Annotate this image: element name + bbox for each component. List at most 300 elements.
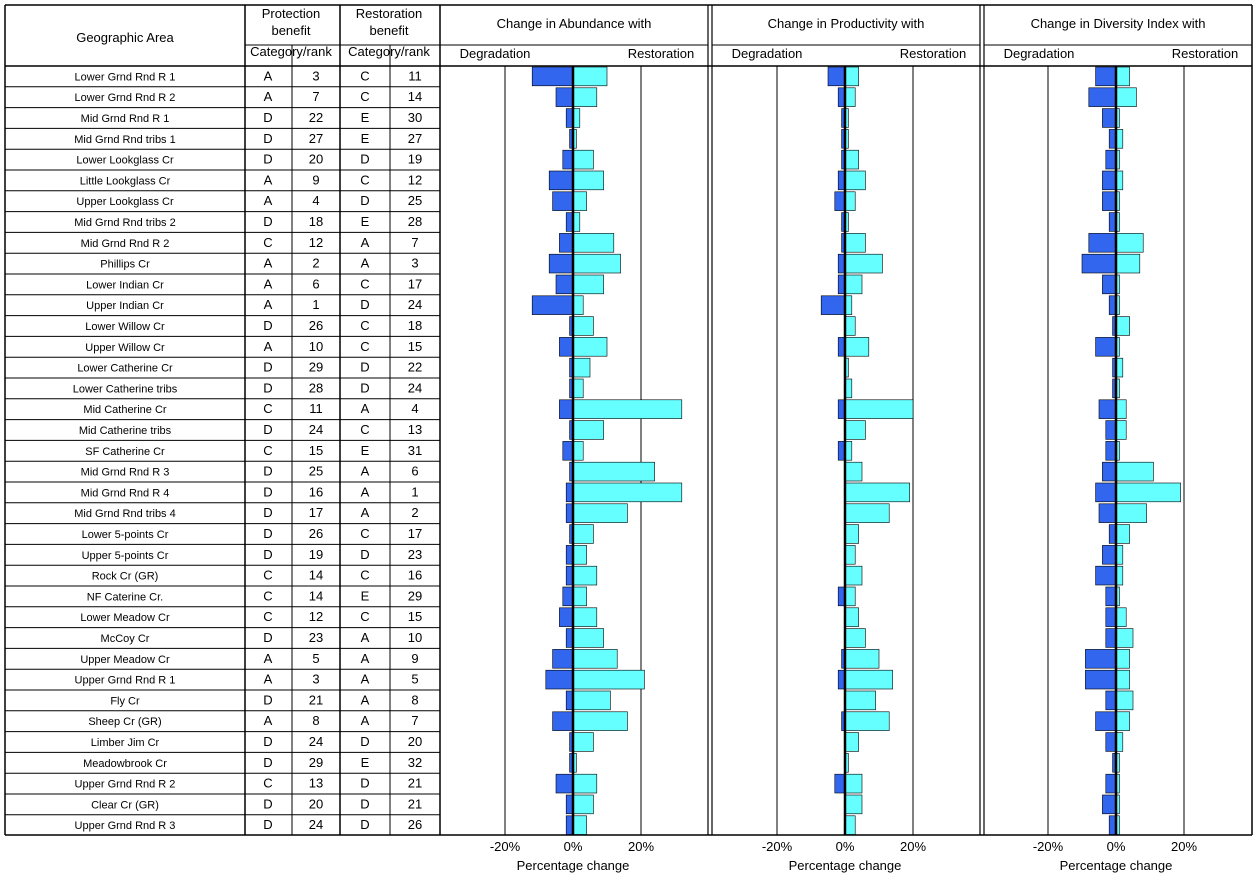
restoration-bar	[573, 400, 682, 419]
degradation-bar	[1106, 441, 1116, 460]
restoration-bar	[573, 171, 604, 190]
restoration-bar	[1116, 233, 1143, 252]
restoration-bar	[1116, 421, 1126, 440]
cell-restoration-category: A	[360, 671, 370, 687]
cell-protection-category: C	[263, 234, 273, 250]
cell-restoration-category: A	[360, 401, 370, 417]
header-protection-line1: Protection	[261, 6, 321, 21]
degradation-bar	[1096, 712, 1116, 731]
degradation-bar	[821, 296, 845, 315]
cell-area: Clear Cr (GR)	[91, 799, 159, 812]
restoration-bar	[573, 192, 587, 211]
restoration-bar	[845, 795, 862, 814]
restoration-bar	[573, 649, 617, 668]
cell-restoration-rank: 24	[407, 297, 423, 313]
restoration-bar	[573, 358, 590, 377]
cell-protection-category: D	[263, 318, 273, 333]
cell-protection-category: A	[263, 89, 273, 105]
cell-area: Little Lookglass Cr	[79, 175, 171, 188]
cell-area: Upper Indian Cr	[86, 300, 164, 313]
cell-restoration-category: A	[360, 505, 370, 521]
cell-restoration-category: A	[360, 692, 370, 708]
cell-restoration-rank: 1	[411, 484, 419, 500]
cell-protection-rank: 18	[308, 214, 324, 229]
restoration-bar	[1116, 317, 1130, 336]
cell-area: Upper Grnd Rnd R 1	[74, 674, 176, 687]
restoration-label: Restoration	[627, 46, 695, 61]
restoration-bar	[573, 421, 604, 440]
header-protection-line2: benefit	[271, 23, 311, 38]
cell-restoration-rank: 26	[407, 817, 423, 833]
restoration-bar	[573, 670, 644, 689]
x-axis-label: Percentage change	[788, 858, 902, 873]
cell-protection-category: C	[263, 401, 273, 417]
cell-protection-category: A	[263, 193, 273, 209]
cell-protection-category: D	[263, 151, 273, 167]
cell-area: Mid Grnd Rnd R 2	[80, 237, 170, 250]
cell-protection-category: A	[263, 338, 273, 354]
restoration-bar	[573, 88, 597, 107]
cell-restoration-rank: 22	[407, 359, 423, 375]
tick-label: 20%	[899, 839, 927, 854]
cell-restoration-rank: 30	[407, 110, 423, 125]
cell-area: Lower Willow Cr	[85, 321, 165, 333]
cell-restoration-category: E	[360, 754, 370, 770]
cell-restoration-rank: 9	[411, 650, 419, 666]
degradation-bar	[1096, 67, 1116, 86]
degradation-bar	[1082, 254, 1116, 273]
header-restoration-line1: Restoration	[355, 6, 423, 21]
degradation-bar	[1096, 566, 1116, 585]
restoration-bar	[1116, 504, 1147, 523]
degradation-bar	[1102, 462, 1116, 481]
cell-area: Lower Catherine Cr	[77, 362, 173, 375]
degradation-bar	[563, 587, 573, 606]
degradation-bar	[549, 254, 573, 273]
cell-restoration-rank: 15	[407, 338, 423, 354]
cell-restoration-rank: 7	[411, 234, 419, 250]
restoration-bar	[1116, 712, 1130, 731]
degradation-bar	[532, 67, 573, 86]
restoration-bar	[573, 233, 614, 252]
cell-protection-category: D	[263, 526, 273, 541]
cell-restoration-rank: 24	[407, 380, 423, 396]
cell-protection-rank: 20	[308, 151, 324, 167]
cell-protection-rank: 23	[308, 630, 324, 645]
cell-area: Sheep Cr (GR)	[88, 716, 162, 729]
cell-area: Upper Willow Cr	[85, 341, 165, 354]
cell-protection-category: C	[263, 609, 273, 625]
cell-protection-category: D	[263, 130, 273, 146]
cell-restoration-rank: 17	[407, 276, 423, 292]
restoration-bar	[573, 275, 604, 294]
cell-protection-rank: 24	[308, 422, 324, 437]
restoration-bar	[573, 462, 655, 481]
chart-title: Change in Productivity with	[767, 16, 925, 31]
cell-protection-category: C	[263, 775, 273, 791]
cell-restoration-category: E	[360, 588, 370, 604]
restoration-bar	[573, 150, 593, 169]
restoration-bar	[845, 691, 876, 710]
cell-restoration-category: D	[360, 546, 370, 562]
cell-restoration-category: C	[360, 338, 370, 354]
cell-protection-rank: 13	[308, 775, 324, 791]
cell-restoration-rank: 31	[407, 442, 423, 458]
restoration-bar	[573, 566, 597, 585]
cell-protection-category: D	[263, 359, 273, 375]
header-geographic-area: Geographic Area	[76, 30, 174, 45]
cell-restoration-rank: 7	[411, 713, 419, 729]
cell-protection-rank: 20	[308, 796, 324, 812]
cell-area: Mid Grnd Rnd tribs 1	[74, 133, 176, 146]
degradation-label: Degradation	[731, 46, 803, 61]
cell-protection-rank: 17	[308, 505, 324, 521]
cell-restoration-rank: 2	[411, 505, 419, 521]
degradation-bar	[1106, 608, 1116, 627]
cell-restoration-category: E	[360, 130, 370, 146]
degradation-bar	[559, 233, 573, 252]
cell-protection-category: D	[263, 380, 273, 396]
restoration-bar	[573, 795, 593, 814]
cell-protection-category: D	[263, 505, 273, 521]
x-axis-label: Percentage change	[516, 858, 630, 873]
degradation-bar	[553, 712, 573, 731]
cell-protection-category: D	[263, 692, 273, 708]
degradation-bar	[532, 296, 573, 315]
restoration-bar	[845, 88, 855, 107]
degradation-bar	[1106, 733, 1116, 752]
restoration-bar	[573, 379, 583, 398]
cell-protection-category: D	[263, 546, 273, 562]
restoration-bar	[573, 733, 593, 752]
cell-protection-category: A	[263, 671, 273, 687]
cell-restoration-category: C	[360, 567, 370, 583]
cell-restoration-category: C	[360, 172, 370, 188]
cell-restoration-category: A	[360, 255, 370, 271]
cell-protection-rank: 7	[312, 89, 320, 105]
restoration-label: Restoration	[1171, 46, 1239, 61]
cell-restoration-category: D	[360, 193, 370, 209]
cell-protection-rank: 3	[312, 671, 320, 687]
cell-area: Mid Grnd Rnd R 1	[80, 113, 170, 125]
cell-protection-category: A	[263, 276, 273, 292]
cell-restoration-category: E	[360, 442, 370, 458]
cell-restoration-category: A	[360, 463, 370, 479]
cell-area: NF Caterine Cr.	[86, 591, 164, 604]
cell-area: Upper Grnd Rnd R 2	[74, 778, 176, 791]
restoration-bar	[845, 233, 865, 252]
degradation-bar	[1096, 483, 1116, 502]
cell-area: Phillips Cr	[100, 258, 150, 271]
cell-restoration-category: D	[360, 380, 370, 396]
cell-protection-rank: 25	[308, 463, 324, 479]
cell-restoration-rank: 32	[407, 754, 423, 770]
restoration-bar	[845, 629, 865, 648]
tick-label: -20%	[761, 839, 793, 854]
cell-restoration-category: C	[360, 68, 370, 84]
cell-restoration-category: D	[360, 796, 370, 812]
cell-restoration-rank: 25	[407, 193, 423, 209]
degradation-label: Degradation	[459, 46, 531, 61]
cell-protection-rank: 27	[308, 130, 324, 146]
restoration-bar	[573, 608, 597, 627]
cell-protection-rank: 24	[308, 817, 324, 833]
restoration-bar	[573, 816, 587, 835]
cell-protection-rank: 8	[312, 713, 320, 729]
cell-area: Upper Meadow Cr	[80, 653, 170, 666]
degradation-bar	[1106, 587, 1116, 606]
cell-area: Lower Meadow Cr	[80, 612, 170, 625]
cell-restoration-category: D	[360, 775, 370, 791]
degradation-bar	[556, 88, 573, 107]
cell-area: Lower 5-points Cr	[81, 529, 169, 541]
degradation-bar	[1106, 774, 1116, 793]
cell-restoration-category: A	[360, 713, 370, 729]
cell-restoration-rank: 10	[407, 630, 423, 645]
cell-restoration-rank: 4	[411, 401, 419, 417]
cell-restoration-category: C	[360, 318, 370, 333]
restoration-bar	[573, 774, 597, 793]
cell-area: Limber Jim Cr	[90, 737, 160, 749]
degradation-bar	[556, 774, 573, 793]
cell-restoration-rank: 28	[407, 214, 423, 229]
degradation-bar	[1089, 88, 1116, 107]
degradation-bar	[553, 649, 573, 668]
degradation-bar	[1096, 337, 1116, 356]
degradation-bar	[1102, 109, 1116, 128]
cell-area: Meadowbrook Cr	[83, 757, 167, 770]
cell-protection-category: D	[263, 754, 273, 770]
restoration-bar	[845, 171, 865, 190]
cell-protection-rank: 19	[308, 546, 324, 562]
restoration-bar	[845, 525, 859, 544]
cell-protection-rank: 28	[308, 380, 324, 396]
cell-area: Fly Cr	[110, 695, 140, 708]
cell-area: Mid Grnd Rnd R 3	[80, 466, 170, 479]
restoration-bar	[845, 421, 865, 440]
tick-label: -20%	[489, 839, 521, 854]
cell-restoration-category: E	[360, 214, 370, 229]
restoration-bar	[845, 400, 913, 419]
cell-area: Mid Grnd Rnd tribs 2	[74, 217, 176, 229]
cell-protection-rank: 12	[308, 234, 324, 250]
chart-title: Change in Abundance with	[496, 16, 652, 31]
restoration-bar	[845, 712, 889, 731]
cell-protection-category: A	[263, 255, 273, 271]
header-category-rank-restoration: Category/rank	[348, 44, 430, 59]
restoration-label: Restoration	[899, 46, 967, 61]
restoration-bar	[845, 192, 855, 211]
cell-restoration-category: D	[360, 817, 370, 833]
cell-area: Mid Grnd Rnd R 4	[80, 487, 170, 500]
degradation-bar	[1106, 691, 1116, 710]
cell-protection-rank: 10	[308, 338, 324, 354]
tick-label: 20%	[627, 839, 655, 854]
restoration-bar	[573, 441, 583, 460]
degradation-bar	[556, 275, 573, 294]
restoration-bar	[573, 545, 587, 564]
cell-restoration-category: C	[360, 276, 370, 292]
cell-restoration-category: C	[360, 526, 370, 541]
cell-area: McCoy Cr	[100, 633, 150, 645]
cell-restoration-category: C	[360, 89, 370, 105]
restoration-bar	[1116, 629, 1133, 648]
cell-restoration-category: C	[360, 609, 370, 625]
degradation-bar	[1106, 629, 1116, 648]
restoration-bar	[573, 337, 607, 356]
restoration-bar	[573, 317, 593, 336]
restoration-bar	[845, 150, 859, 169]
cell-area: Upper Grnd Rnd R 3	[74, 820, 176, 833]
cell-protection-rank: 29	[308, 359, 324, 375]
cell-protection-rank: 2	[312, 255, 320, 271]
cell-protection-rank: 4	[312, 193, 320, 209]
degradation-label: Degradation	[1003, 46, 1075, 61]
restoration-bar	[1116, 691, 1133, 710]
degradation-bar	[835, 774, 845, 793]
tick-label: 0%	[563, 839, 583, 854]
restoration-bar	[1116, 462, 1153, 481]
restoration-bar	[845, 566, 862, 585]
degradation-bar	[1089, 233, 1116, 252]
cell-restoration-rank: 19	[407, 151, 423, 167]
restoration-bar	[1116, 88, 1136, 107]
chart-title: Change in Diversity Index with	[1030, 16, 1206, 31]
restoration-bar	[1116, 67, 1130, 86]
restoration-bar	[845, 816, 855, 835]
cell-protection-category: D	[263, 110, 273, 125]
cell-area: Rock Cr (GR)	[91, 570, 159, 583]
cell-area: Lower Indian Cr	[86, 279, 164, 292]
cell-protection-category: C	[263, 442, 273, 458]
cell-protection-rank: 26	[308, 318, 324, 333]
degradation-bar	[563, 441, 573, 460]
restoration-bar	[573, 525, 593, 544]
header-category-rank-protection: Category/rank	[250, 44, 332, 59]
degradation-bar	[1106, 421, 1116, 440]
degradation-bar	[559, 337, 573, 356]
restoration-bar	[845, 608, 859, 627]
cell-restoration-rank: 21	[407, 796, 423, 812]
restoration-bar	[1116, 608, 1126, 627]
x-axis-label: Percentage change	[1059, 858, 1173, 873]
cell-protection-category: C	[263, 588, 273, 604]
cell-area: Lower Lookglass Cr	[76, 154, 174, 167]
cell-restoration-rank: 3	[411, 255, 419, 271]
cell-protection-category: D	[263, 214, 273, 229]
degradation-bar	[1085, 649, 1116, 668]
cell-protection-category: A	[263, 68, 273, 84]
restoration-bar	[573, 587, 587, 606]
degradation-bar	[1102, 171, 1116, 190]
cell-restoration-rank: 21	[407, 775, 423, 791]
cell-area: Upper Lookglass Cr	[76, 196, 174, 209]
cell-restoration-category: D	[360, 151, 370, 167]
cell-restoration-rank: 6	[411, 463, 419, 479]
restoration-bar	[573, 296, 583, 315]
restoration-bar	[845, 587, 855, 606]
cell-protection-category: D	[263, 817, 273, 833]
cell-restoration-rank: 20	[407, 734, 423, 749]
degradation-bar	[546, 670, 573, 689]
restoration-bar	[573, 254, 621, 273]
cell-protection-category: A	[263, 297, 273, 313]
cell-restoration-rank: 23	[407, 546, 423, 562]
cell-restoration-rank: 8	[411, 692, 419, 708]
degradation-bar	[1102, 275, 1116, 294]
restoration-bar	[573, 67, 607, 86]
restoration-bar	[845, 462, 862, 481]
cell-restoration-category: A	[360, 234, 370, 250]
cell-area: Lower Catherine tribs	[72, 383, 178, 396]
restoration-bar	[845, 504, 889, 523]
cell-protection-category: D	[263, 630, 273, 645]
cell-restoration-rank: 29	[407, 588, 423, 604]
restoration-bar	[1116, 525, 1130, 544]
cell-restoration-category: E	[360, 110, 370, 125]
cell-restoration-category: D	[360, 734, 370, 749]
degradation-bar	[1099, 400, 1116, 419]
cell-protection-rank: 3	[312, 68, 320, 84]
cell-area: Mid Catherine tribs	[78, 425, 172, 437]
tick-label: 0%	[835, 839, 855, 854]
degradation-bar	[1102, 795, 1116, 814]
degradation-bar	[559, 608, 573, 627]
restoration-bar	[845, 337, 869, 356]
cell-restoration-category: D	[360, 297, 370, 313]
restoration-bar	[573, 629, 604, 648]
degradation-bar	[1085, 670, 1116, 689]
cell-protection-category: D	[263, 796, 273, 812]
tick-label: 20%	[1170, 839, 1198, 854]
restoration-bar	[1116, 483, 1181, 502]
cell-protection-rank: 12	[308, 609, 324, 625]
restoration-bar	[845, 733, 859, 752]
restoration-bar	[845, 67, 859, 86]
cell-protection-rank: 16	[308, 484, 324, 500]
cell-area: Mid Catherine Cr	[83, 404, 167, 417]
restoration-bar	[845, 317, 855, 336]
cell-restoration-rank: 11	[408, 68, 422, 84]
cell-protection-rank: 9	[312, 172, 320, 188]
cell-area: Upper 5-points Cr	[81, 549, 169, 562]
cell-protection-rank: 21	[308, 692, 324, 708]
restoration-bar	[1116, 254, 1140, 273]
cell-protection-category: D	[263, 484, 273, 500]
cell-restoration-rank: 18	[407, 318, 423, 333]
cell-protection-rank: 26	[308, 526, 324, 541]
degradation-bar	[1102, 545, 1116, 564]
cell-restoration-rank: 5	[411, 671, 419, 687]
cell-protection-rank: 15	[308, 442, 324, 458]
cell-restoration-rank: 15	[407, 609, 423, 625]
cell-protection-rank: 14	[308, 588, 324, 604]
restoration-bar	[573, 691, 610, 710]
cell-area: Lower Grnd Rnd R 2	[74, 92, 176, 105]
cell-protection-rank: 29	[308, 754, 324, 770]
restoration-bar	[1116, 670, 1130, 689]
cell-restoration-rank: 27	[407, 130, 423, 146]
cell-protection-rank: 5	[312, 650, 320, 666]
cell-area: Mid Grnd Rnd tribs 4	[74, 508, 176, 521]
restoration-bar	[845, 254, 882, 273]
cell-protection-rank: 6	[312, 276, 320, 292]
cell-protection-category: C	[263, 567, 273, 583]
restoration-bar	[573, 483, 682, 502]
degradation-bar	[553, 192, 573, 211]
cell-restoration-rank: 13	[407, 422, 423, 437]
degradation-bar	[1099, 504, 1116, 523]
